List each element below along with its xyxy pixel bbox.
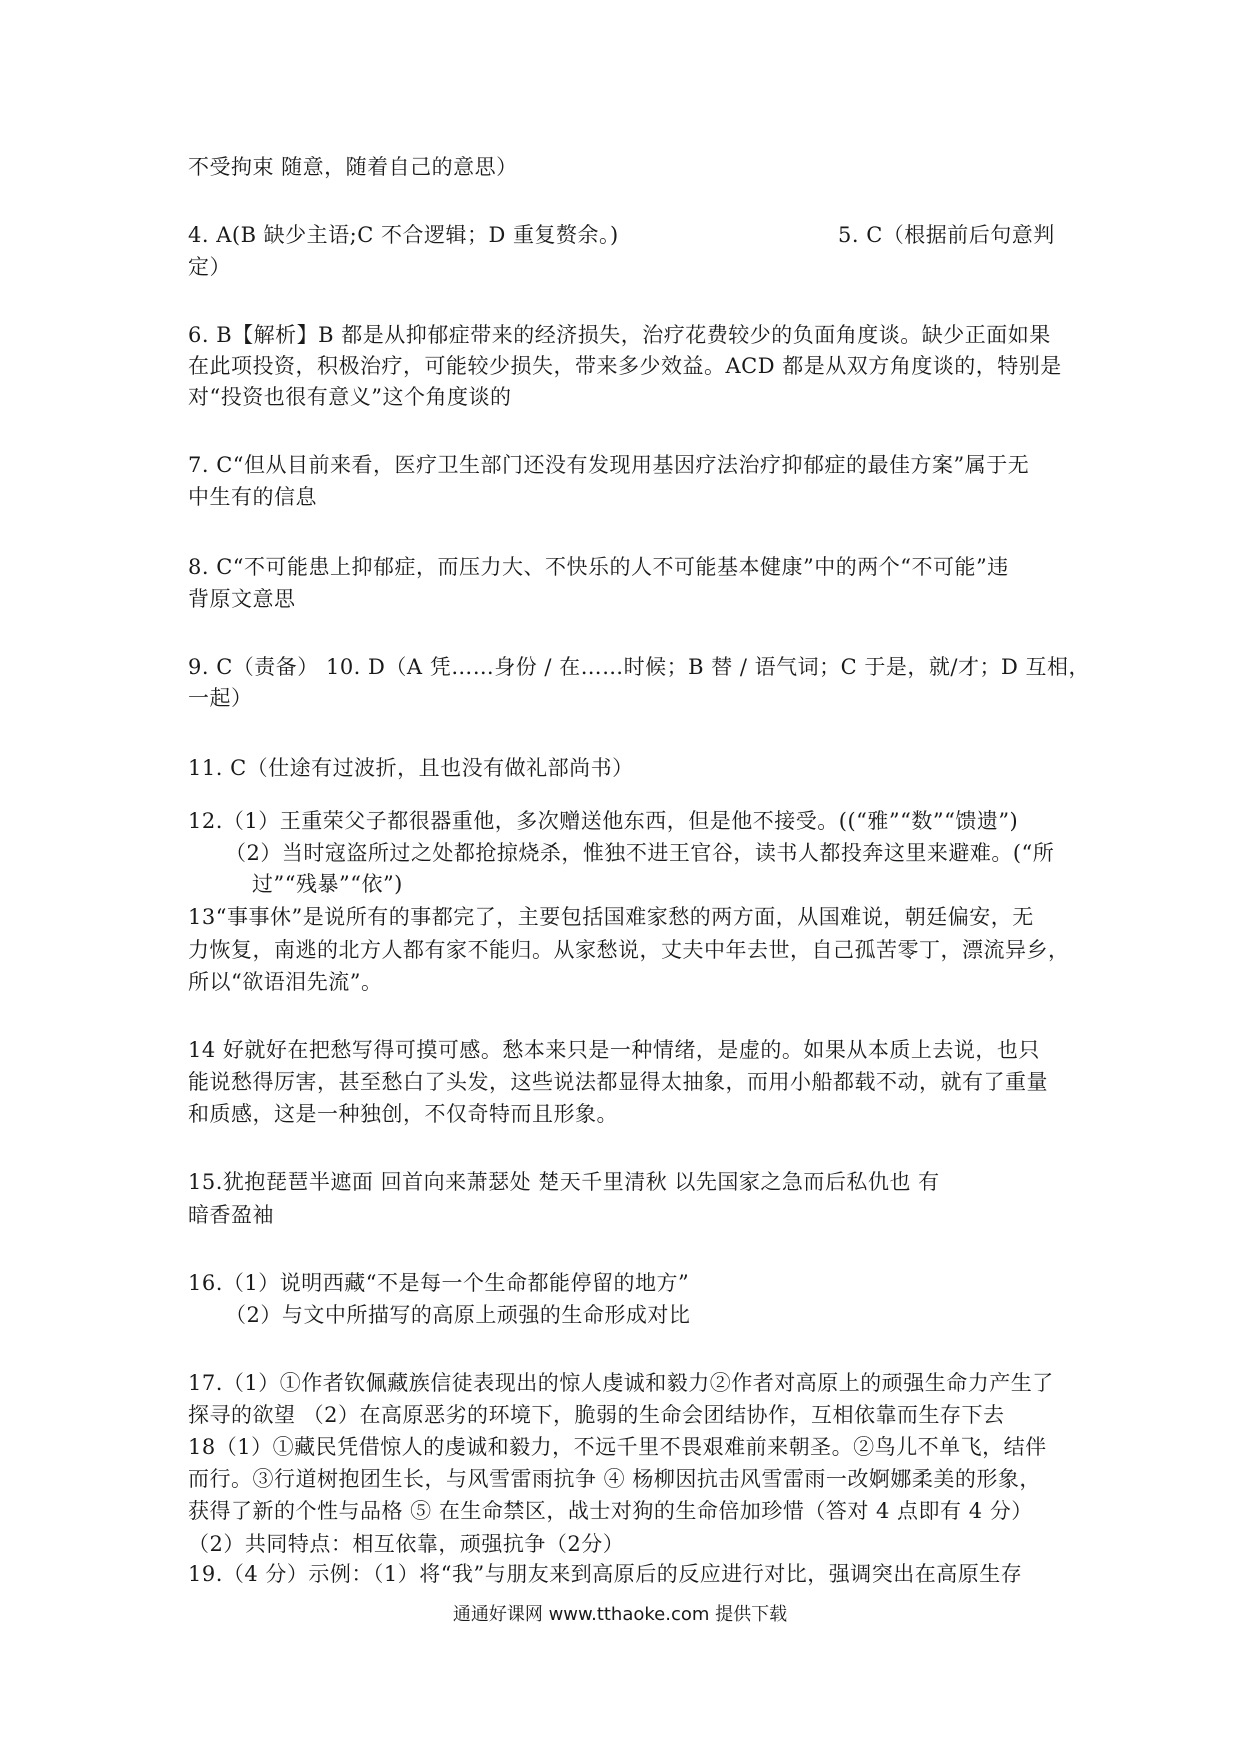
- text-line: （2）共同特点：相互依靠，顽强抗争（2分）: [188, 1532, 625, 1556]
- text-line: 中生有的信息: [188, 485, 317, 509]
- answer-4: 4. A(B 缺少主语;C 不合逻辑；D 重复赘余。): [188, 223, 619, 247]
- answer-17: 17.（1）①作者钦佩藏族信徒表现出的惊人虔诚和毅力②作者对高原上的顽强生命力产生了: [188, 1371, 1054, 1395]
- text-line: 所以“欲语泪先流”。: [188, 970, 383, 994]
- text-line: 一起）: [188, 686, 253, 710]
- text-line: 和质感，这是一种独创，不仅奇特而且形象。: [188, 1102, 618, 1126]
- answer-18: 18（1）①藏民凭借惊人的虔诚和毅力，不远千里不畏艰难前来朝圣。②鸟儿不单飞，结伴: [188, 1435, 1047, 1459]
- text-line: 暗香盈袖: [188, 1203, 274, 1227]
- text-line: （2）当时寇盗所过之处都抢掠烧杀，惟独不进王官谷，读书人都投奔这里来避难。(“所: [225, 841, 1055, 865]
- answer-16: 16.（1）说明西藏“不是每一个生命都能停留的地方”: [188, 1271, 690, 1295]
- text-line: 而行。③行道树抱团生长，与风雪雷雨抗争 ④ 杨柳因抗击风雪雷雨一改婀娜柔美的形象，: [188, 1467, 1041, 1491]
- footer-source: 通通好课网 www.tthaoke.com 提供下载: [452, 1604, 788, 1625]
- answer-11: 11. C（仕途有过波折，且也没有做礼部尚书）: [188, 756, 634, 780]
- text-line: 不受拘束 随意，随着自己的意思）: [188, 155, 518, 179]
- answer-12: 12.（1）王重荣父子都很器重他，多次赠送他东西，但是他不接受。((“雅”“数”“馈遗”): [188, 809, 1019, 833]
- answer-14: 14 好就好在把愁写得可摸可感。愁本来只是一种情绪，是虚的。如果从本质上去说，也只: [188, 1038, 1040, 1062]
- text-line: 定）: [188, 255, 231, 279]
- text-line: 对“投资也很有意义”这个角度谈的: [188, 385, 512, 409]
- answer-13: 13“事事休”是说所有的事都完了，主要包括国难家愁的两方面，从国难说，朝廷偏安，无: [188, 905, 1034, 929]
- text-line: 能说愁得厉害，甚至愁白了头发，这些说法都显得太抽象，而用小船都载不动，就有了重量: [188, 1070, 1048, 1094]
- text-line: 探寻的欲望 （2）在高原恶劣的环境下，脆弱的生命会团结协作，互相依靠而生存下去: [188, 1403, 1005, 1427]
- text-line: 在此项投资，积极治疗，可能较少损失，带来多少效益。ACD 都是从双方角度谈的，特别是: [188, 354, 1062, 378]
- text-line: 获得了新的个性与品格 ⑤ 在生命禁区，战士对狗的生命倍加珍惜（答对 4 点即有 4 分）: [188, 1499, 1033, 1523]
- text-line: 力恢复，南逃的北方人都有家不能归。从家愁说，丈夫中年去世，自己孤苦零丁，漂流异乡，: [188, 938, 1070, 962]
- answer-6: 6. B【解析】B 都是从抑郁症带来的经济损失，治疗花费较少的负面角度谈。缺少正面如果: [188, 323, 1051, 347]
- answer-9-10: 9. C（责备） 10. D（A 凭……身份 / 在……时候；B 替 / 语气词；C 于是，就/才；D 互相，: [188, 655, 1090, 679]
- answer-8: 8. C“不可能患上抑郁症，而压力大、不快乐的人不可能基本健康”中的两个“不可能”违: [188, 555, 1009, 579]
- text-line: 过”“残暴”“依”): [252, 872, 403, 896]
- answer-7: 7. C“但从目前来看，医疗卫生部门还没有发现用基因疗法治疗抑郁症的最佳方案”属于无: [188, 453, 1030, 477]
- answer-15: 15.犹抱琵琶半遮面 回首向来萧瑟处 楚天千里清秋 以先国家之急而后私仇也 有: [188, 1170, 940, 1194]
- text-line: 背原文意思: [188, 587, 296, 611]
- answer-5: 5. C（根据前后句意判: [838, 223, 1055, 247]
- answer-19: 19.（4 分）示例：（1）将“我”与朋友来到高原后的反应进行对比，强调突出在高原生存: [188, 1562, 1023, 1586]
- text-line: （2）与文中所描写的高原上顽强的生命形成对比: [225, 1303, 691, 1327]
